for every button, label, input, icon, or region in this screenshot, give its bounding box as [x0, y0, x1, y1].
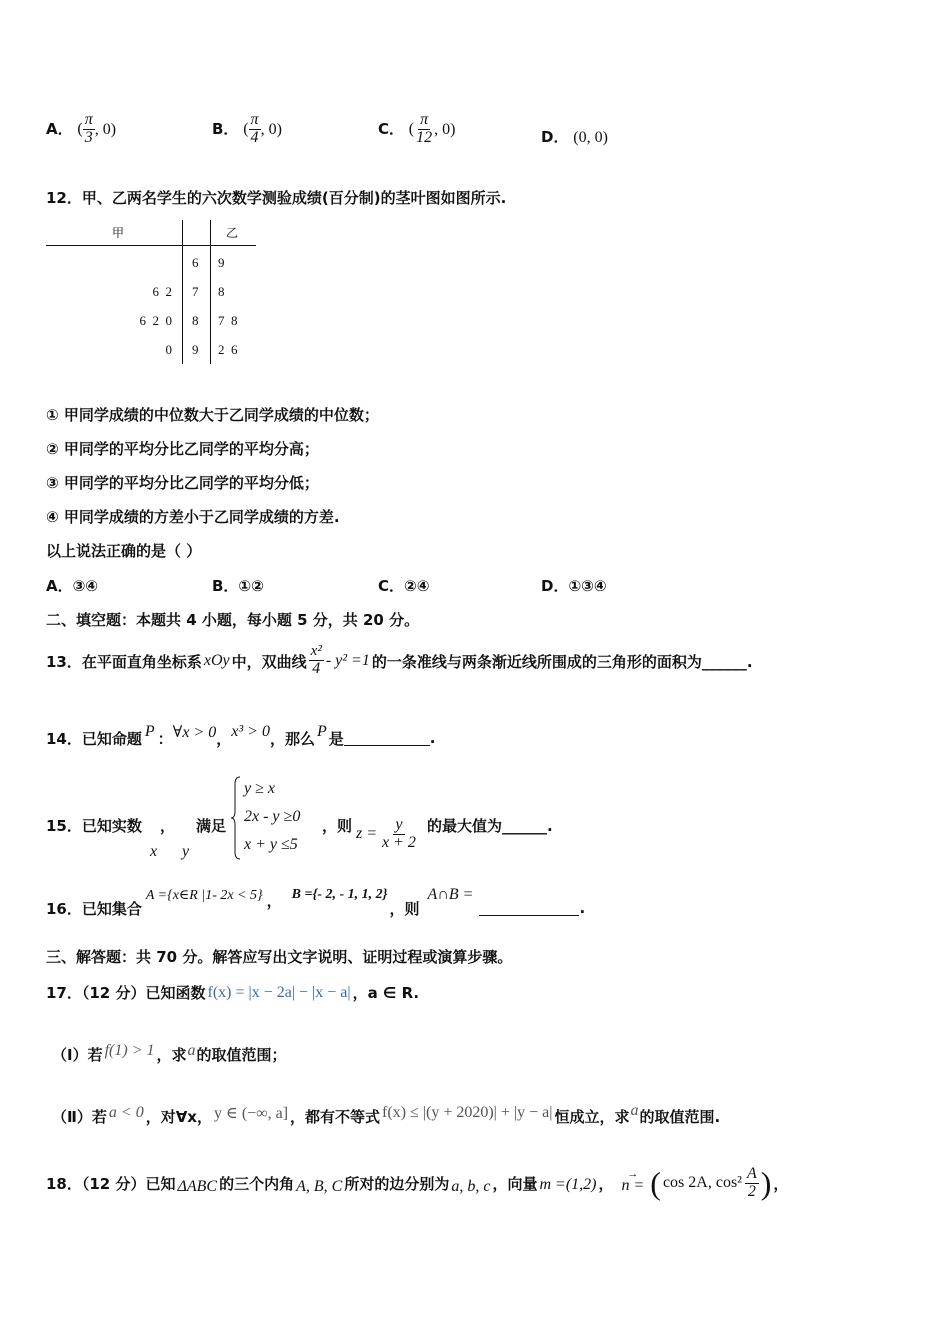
- q14-expr2: x³ > 0: [231, 723, 270, 740]
- q14: 14．已知命题 P ： ∀x > 0 ， x³ > 0 ，那么 P 是 .: [46, 723, 436, 748]
- option-den: 3: [84, 128, 93, 146]
- q16-answer-blank[interactable]: [479, 901, 579, 916]
- q12-option-a: A．③④: [46, 577, 99, 595]
- q17-part1-suffix: ，求: [156, 1046, 187, 1064]
- plot-stem: 8: [192, 313, 199, 328]
- q13-coord: xOy: [203, 652, 230, 669]
- q15-var-x: x: [150, 843, 158, 860]
- q12-option-d: D．①③④: [541, 577, 607, 595]
- q15-system-line-3: x + y ≤5: [244, 836, 298, 853]
- q18-vector-m: m =(1,2): [539, 1176, 597, 1193]
- q15-system-line-1: y ≥ x: [244, 780, 275, 797]
- q14-suffix: 是: [328, 729, 344, 748]
- option-letter: A．: [46, 119, 73, 138]
- q16-end: .: [579, 899, 586, 917]
- q12-option-c: C．②④: [378, 577, 430, 595]
- q18-prefix: 18．（12 分）已知: [46, 1174, 176, 1193]
- q13-rest: - y² =1: [325, 652, 370, 669]
- q17-tail: ，a ∈ R.: [352, 984, 420, 1002]
- option-num: π: [250, 111, 259, 128]
- q18-mid3: ，向量: [492, 1174, 538, 1193]
- plot-stem: 9: [192, 342, 199, 357]
- q15-comma: ，: [160, 817, 176, 835]
- q14-expr1: ∀x > 0: [172, 724, 217, 741]
- q17-function: f(x) = |x − 2a| − |x − a|: [207, 983, 351, 1001]
- q17-part2-inequality: f(x) ≤ |(y + 2020)| + |y − a|: [382, 1103, 553, 1121]
- q16: [46, 880, 585, 920]
- option-tail: , 0): [260, 120, 282, 138]
- q12-statement-1: ① 甲同学成绩的中位数大于乙同学成绩的中位数；: [46, 406, 379, 424]
- q11-option-d: [541, 126, 608, 147]
- q13-prefix: 13．在平面直角坐标系: [46, 652, 202, 671]
- plot-header-left: 甲: [112, 226, 125, 240]
- q12-statement-4: ④ 甲同学成绩的方差小于乙同学成绩的方差.: [46, 508, 340, 526]
- q17-part1-var: a: [187, 1041, 196, 1059]
- q17-prefix: 17．（12 分）已知函数: [46, 984, 206, 1002]
- q13-frac-den: 4: [312, 659, 321, 677]
- q16-expr: A∩B =: [427, 886, 474, 903]
- plot-left-leaves: 6 2: [152, 284, 172, 299]
- option-letter: C．: [378, 119, 405, 138]
- option-letter: D．: [541, 128, 569, 146]
- q12-question: 以上说法正确的是（ ）: [46, 542, 202, 560]
- plot-right-leaves: 7 8: [218, 313, 238, 328]
- option-tail: , 0): [94, 120, 117, 138]
- q15-frac-num: y: [395, 816, 403, 833]
- q15-suffix: 的最大值为______.: [427, 817, 553, 835]
- plot-left-leaves: 6 2 0: [139, 313, 172, 328]
- option-den: 4: [250, 128, 259, 146]
- q13-frac-num: x²: [310, 643, 322, 660]
- option-num: π: [84, 111, 93, 128]
- plot-right-leaves: 2 6: [218, 342, 238, 357]
- q11-option-b: B． ( $\frac{\pi}{4}$ , 0): [212, 111, 282, 146]
- q12-statement-3: ③ 甲同学的平均分比乙同学的平均分低；: [46, 474, 319, 492]
- option-den: 12: [416, 128, 433, 146]
- option-tail: , 0): [434, 120, 456, 138]
- q16-set-b: B ={- 2, - 1, 1, 2}: [291, 887, 388, 902]
- plot-stem: 7: [192, 284, 199, 299]
- q15-then: ，则: [322, 817, 353, 835]
- plot-left-leaves: 0: [165, 342, 172, 357]
- q16-comma: ，: [266, 891, 282, 910]
- q13-suffix: 的一条准线与两条渐近线所围成的三角形的面积为______.: [371, 652, 753, 671]
- q12-option-b: B．①②: [212, 577, 264, 595]
- q13: [46, 638, 753, 684]
- q17-part2-for: ，对∀x，: [145, 1108, 212, 1126]
- q18-comma: ，: [598, 1174, 614, 1193]
- plot-stem: 6: [192, 255, 199, 270]
- plot-right-leaves: 9: [218, 255, 225, 270]
- section-2-heading: 二、填空题：本题共 4 小题，每小题 5 分，共 20 分。: [46, 611, 420, 629]
- q18-mid2: 所对的边分别为: [344, 1174, 450, 1193]
- q18-tail: ，: [773, 1174, 789, 1193]
- q17-part2-y-range: y ∈ (−∞, a]: [213, 1104, 289, 1122]
- q18-angles: A, B, C: [296, 1178, 343, 1195]
- q15-z: z =: [356, 825, 378, 843]
- q17-part2-prefix: （Ⅱ）若: [52, 1108, 107, 1126]
- plot-header-right: 乙: [226, 226, 239, 240]
- q18-n-frac-num: A: [746, 1164, 757, 1182]
- q15-frac-den: x + 2: [382, 833, 416, 851]
- q18-triangle: ΔABC: [177, 1178, 218, 1195]
- q13-mid: 中，双曲线: [231, 652, 307, 671]
- q17-part2-end: 的取值范围.: [639, 1108, 721, 1126]
- q15-var-y: y: [182, 843, 190, 860]
- q18-mid: 的三个内角: [219, 1174, 295, 1193]
- q14-mid: ，那么: [269, 729, 315, 748]
- option-letter: B．: [212, 119, 239, 138]
- q14-prefix: 14．已知命题: [46, 729, 142, 748]
- q17-part-1: [52, 1041, 287, 1065]
- q14-p: P: [144, 723, 155, 740]
- plot-right-leaves: 8: [218, 284, 225, 299]
- q12-stem: 12．甲、乙两名学生的六次数学测验成绩(百分制)的茎叶图如图所示.: [46, 189, 507, 207]
- q14-answer-blank[interactable]: [344, 731, 430, 746]
- q17-part-2: [52, 1101, 721, 1127]
- q16-prefix: 16．已知集合: [46, 899, 142, 918]
- q15-system-brace: [230, 776, 242, 860]
- q17-part2-suffix: 恒成立，求: [554, 1108, 630, 1126]
- q14-p2: P: [316, 723, 327, 740]
- q17-part1-end: 的取值范围；: [196, 1046, 287, 1064]
- q15-satisfy: 满足: [196, 817, 227, 835]
- q17-part2-condition: a < 0: [108, 1103, 144, 1121]
- q14-comma: ，: [216, 729, 232, 748]
- q17: [46, 982, 419, 1003]
- q18-vector-n: n =: [621, 1177, 645, 1194]
- q17-part2-var: a: [630, 1101, 639, 1119]
- q14-colon: ：: [157, 729, 173, 748]
- q18: 18．（12 分）已知 ΔABC 的三个内角 A, B, C 所对的边分别为 a, b, c ，向量 m =(1,2) ， → n = ( cos 2A, cos² $\frac{A}{2}$ ) ，: [46, 1164, 789, 1201]
- q11-option-a: A． ( $\frac{\pi}{3}$ , 0): [46, 111, 117, 146]
- q18-n-body: cos 2A, cos²: [662, 1174, 742, 1191]
- q15-system-line-2: 2x - y ≥0: [244, 808, 301, 825]
- q16-then: ，则: [389, 899, 420, 918]
- option-num: π: [420, 111, 429, 128]
- q17-part1-condition: f(1) > 1: [104, 1041, 155, 1059]
- stem-leaf-plot: [46, 220, 258, 366]
- q15-objective: [356, 817, 418, 852]
- q17-part1-prefix: （Ⅰ）若: [52, 1046, 103, 1064]
- q17-part2-mid: ，都有不等式: [290, 1108, 381, 1126]
- q18-n-frac-den: 2: [747, 1182, 756, 1200]
- q12-statement-2: ② 甲同学的平均分比乙同学的平均分高；: [46, 440, 319, 458]
- section-3-heading: 三、解答题：共 70 分。解答应写出文字说明、证明过程或演算步骤。: [46, 948, 513, 966]
- q16-set-a: A ={x∈R |1- 2x < 5}: [145, 887, 263, 903]
- q18-sides: a, b, c: [451, 1178, 491, 1195]
- option-text: (0, 0): [573, 129, 608, 146]
- q11-option-c: C． ( $\frac{\pi}{12}$ , 0): [378, 111, 456, 146]
- q15-prefix: 15．已知实数: [46, 817, 142, 835]
